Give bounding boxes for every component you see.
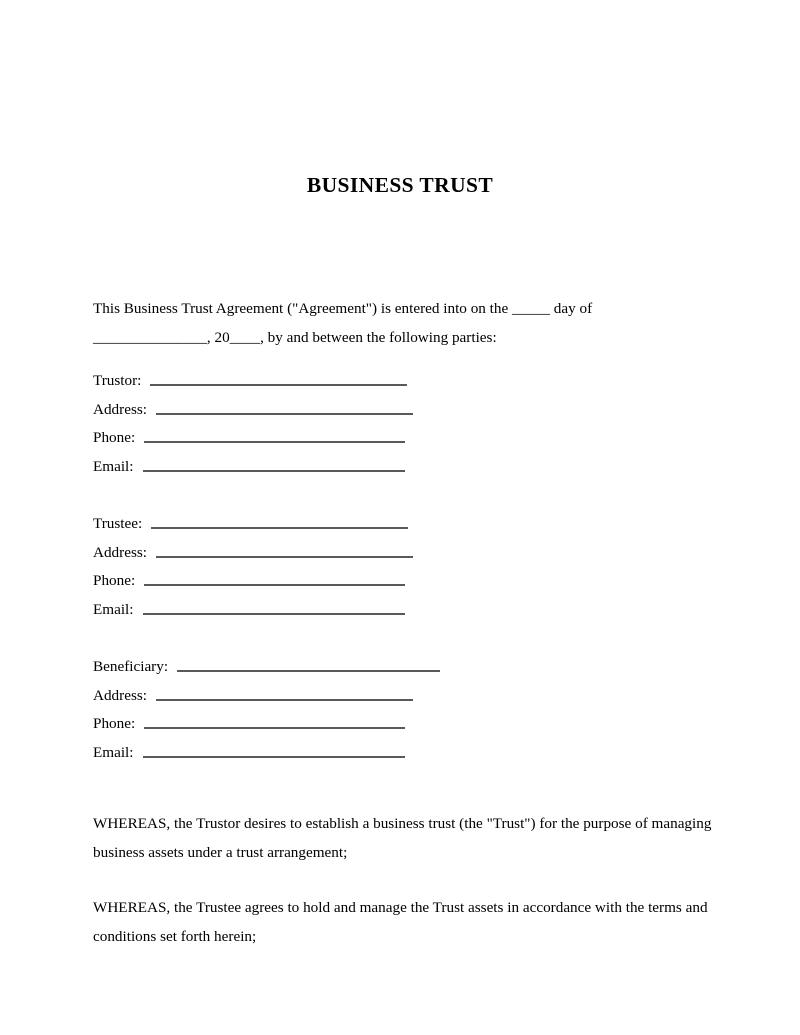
field-label-trustor-email: Email:	[93, 457, 134, 475]
field-row-trustor-address[interactable]	[93, 396, 413, 425]
fill-line-trustee-address[interactable]	[156, 556, 413, 558]
field-label-trustee-address: Address:	[93, 543, 147, 561]
field-row-trustee-address[interactable]	[93, 539, 413, 568]
field-label-trustee-phone: Phone:	[93, 572, 136, 589]
party-block-trustor	[93, 367, 413, 481]
field-row-trustee-phone[interactable]	[93, 567, 413, 596]
party-block-beneficiary	[93, 653, 440, 767]
field-label-trustee-email: Email:	[93, 600, 134, 618]
field-row-beneficiary-name[interactable]	[93, 653, 440, 682]
fill-line-trustee-email[interactable]	[143, 613, 405, 615]
fill-line-trustor-email[interactable]	[143, 470, 405, 472]
fill-line-beneficiary-address[interactable]	[156, 699, 413, 701]
field-label-beneficiary: Beneficiary:	[93, 658, 169, 675]
field-row-beneficiary-email[interactable]	[93, 739, 440, 768]
field-row-beneficiary-address[interactable]	[93, 682, 440, 711]
fill-line-beneficiary-email[interactable]	[143, 756, 405, 758]
field-label-beneficiary-address: Address:	[93, 686, 147, 704]
field-label-trustor-address: Address:	[93, 400, 147, 418]
field-label-beneficiary-email: Email:	[93, 743, 134, 761]
recital-paragraph-1: WHEREAS, the Trustor desires to establish a business trust (the "Trust") for the purpose of managing business assets under a trust arrangement;	[93, 815, 712, 861]
fill-line-trustor-name[interactable]	[150, 384, 407, 386]
party-block-trustee	[93, 510, 413, 624]
field-label-trustee: Trustee:	[93, 515, 143, 532]
field-row-trustor-phone[interactable]	[93, 424, 413, 453]
fill-line-beneficiary-phone[interactable]	[144, 727, 405, 729]
field-label-trustor: Trustor:	[93, 372, 142, 389]
field-row-trustee-name[interactable]	[93, 510, 413, 539]
field-row-trustee-email[interactable]	[93, 596, 413, 625]
field-row-trustor-email[interactable]	[93, 453, 413, 482]
fill-line-trustee-name[interactable]	[151, 527, 408, 529]
intro-paragraph: This Business Trust Agreement ("Agreement") is entered into on the _____ day of _______________, 20____, by and between the following parties:	[93, 300, 593, 346]
fill-line-beneficiary-name[interactable]	[177, 670, 440, 672]
field-row-beneficiary-phone[interactable]	[93, 710, 440, 739]
page-title: BUSINESS TRUST	[306, 173, 494, 198]
field-row-trustor-name[interactable]	[93, 367, 413, 396]
field-label-trustor-phone: Phone:	[93, 429, 136, 446]
fill-line-trustor-phone[interactable]	[144, 441, 405, 443]
field-label-beneficiary-phone: Phone:	[93, 715, 136, 732]
fill-line-trustor-address[interactable]	[156, 413, 413, 415]
fill-line-trustee-phone[interactable]	[144, 584, 405, 586]
recital-paragraph-2: WHEREAS, the Trustee agrees to hold and manage the Trust assets in accordance with the terms and conditions set forth herein;	[93, 899, 708, 945]
